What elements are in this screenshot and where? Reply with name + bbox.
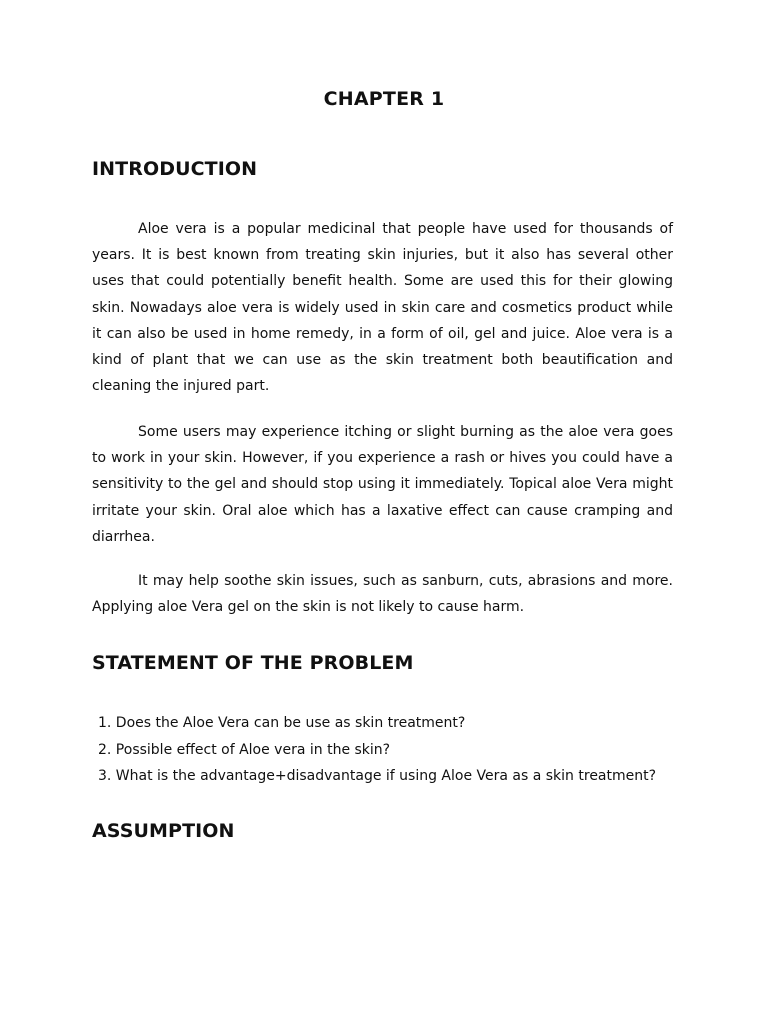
introduction-paragraph-1: Aloe vera is a popular medicinal that people have used for thousands of years. It is best known from treating skin injuries, but it also has several other uses that could potentially benefit health. Some are used this for their glowing skin. Nowadays aloe vera is widely used in skin care and cosmetics product while it can also be used in home remedy, in a form of oil, gel and juice. Aloe vera is a kind of plant that we can use as the skin treatment both beautification and cleaning the injured part. — [92, 221, 673, 395]
statement-of-problem-heading: STATEMENT OF THE PROBLEM — [92, 652, 414, 674]
introduction-paragraph-3: It may help soothe skin issues, such as sanburn, cuts, abrasions and more. Applying aloe Vera gel on the skin is not likely to cause harm. — [92, 573, 673, 616]
assumption-heading: ASSUMPTION — [92, 820, 235, 842]
introduction-paragraph-2: Some users may experience itching or slight burning as the aloe vera goes to work in your skin. However, if you experience a rash or hives you could have a sensitivity to the gel and should stop using it immediately. Topical aloe Vera might irritate your skin. Oral aloe which has a laxative effect can cause cramping and diarrhea. — [92, 424, 673, 545]
problem-item-1: 1. Does the Aloe Vera can be use as skin treatment? — [98, 715, 466, 731]
problem-item-3: 3. What is the advantage+disadvantage if using Aloe Vera as a skin treatment? — [98, 768, 657, 785]
introduction-heading: INTRODUCTION — [92, 158, 258, 180]
chapter-title: CHAPTER 1 — [323, 88, 445, 110]
problem-item-2: 2. Possible effect of Aloe vera in the skin? — [98, 741, 391, 758]
problem-list — [98, 710, 656, 790]
